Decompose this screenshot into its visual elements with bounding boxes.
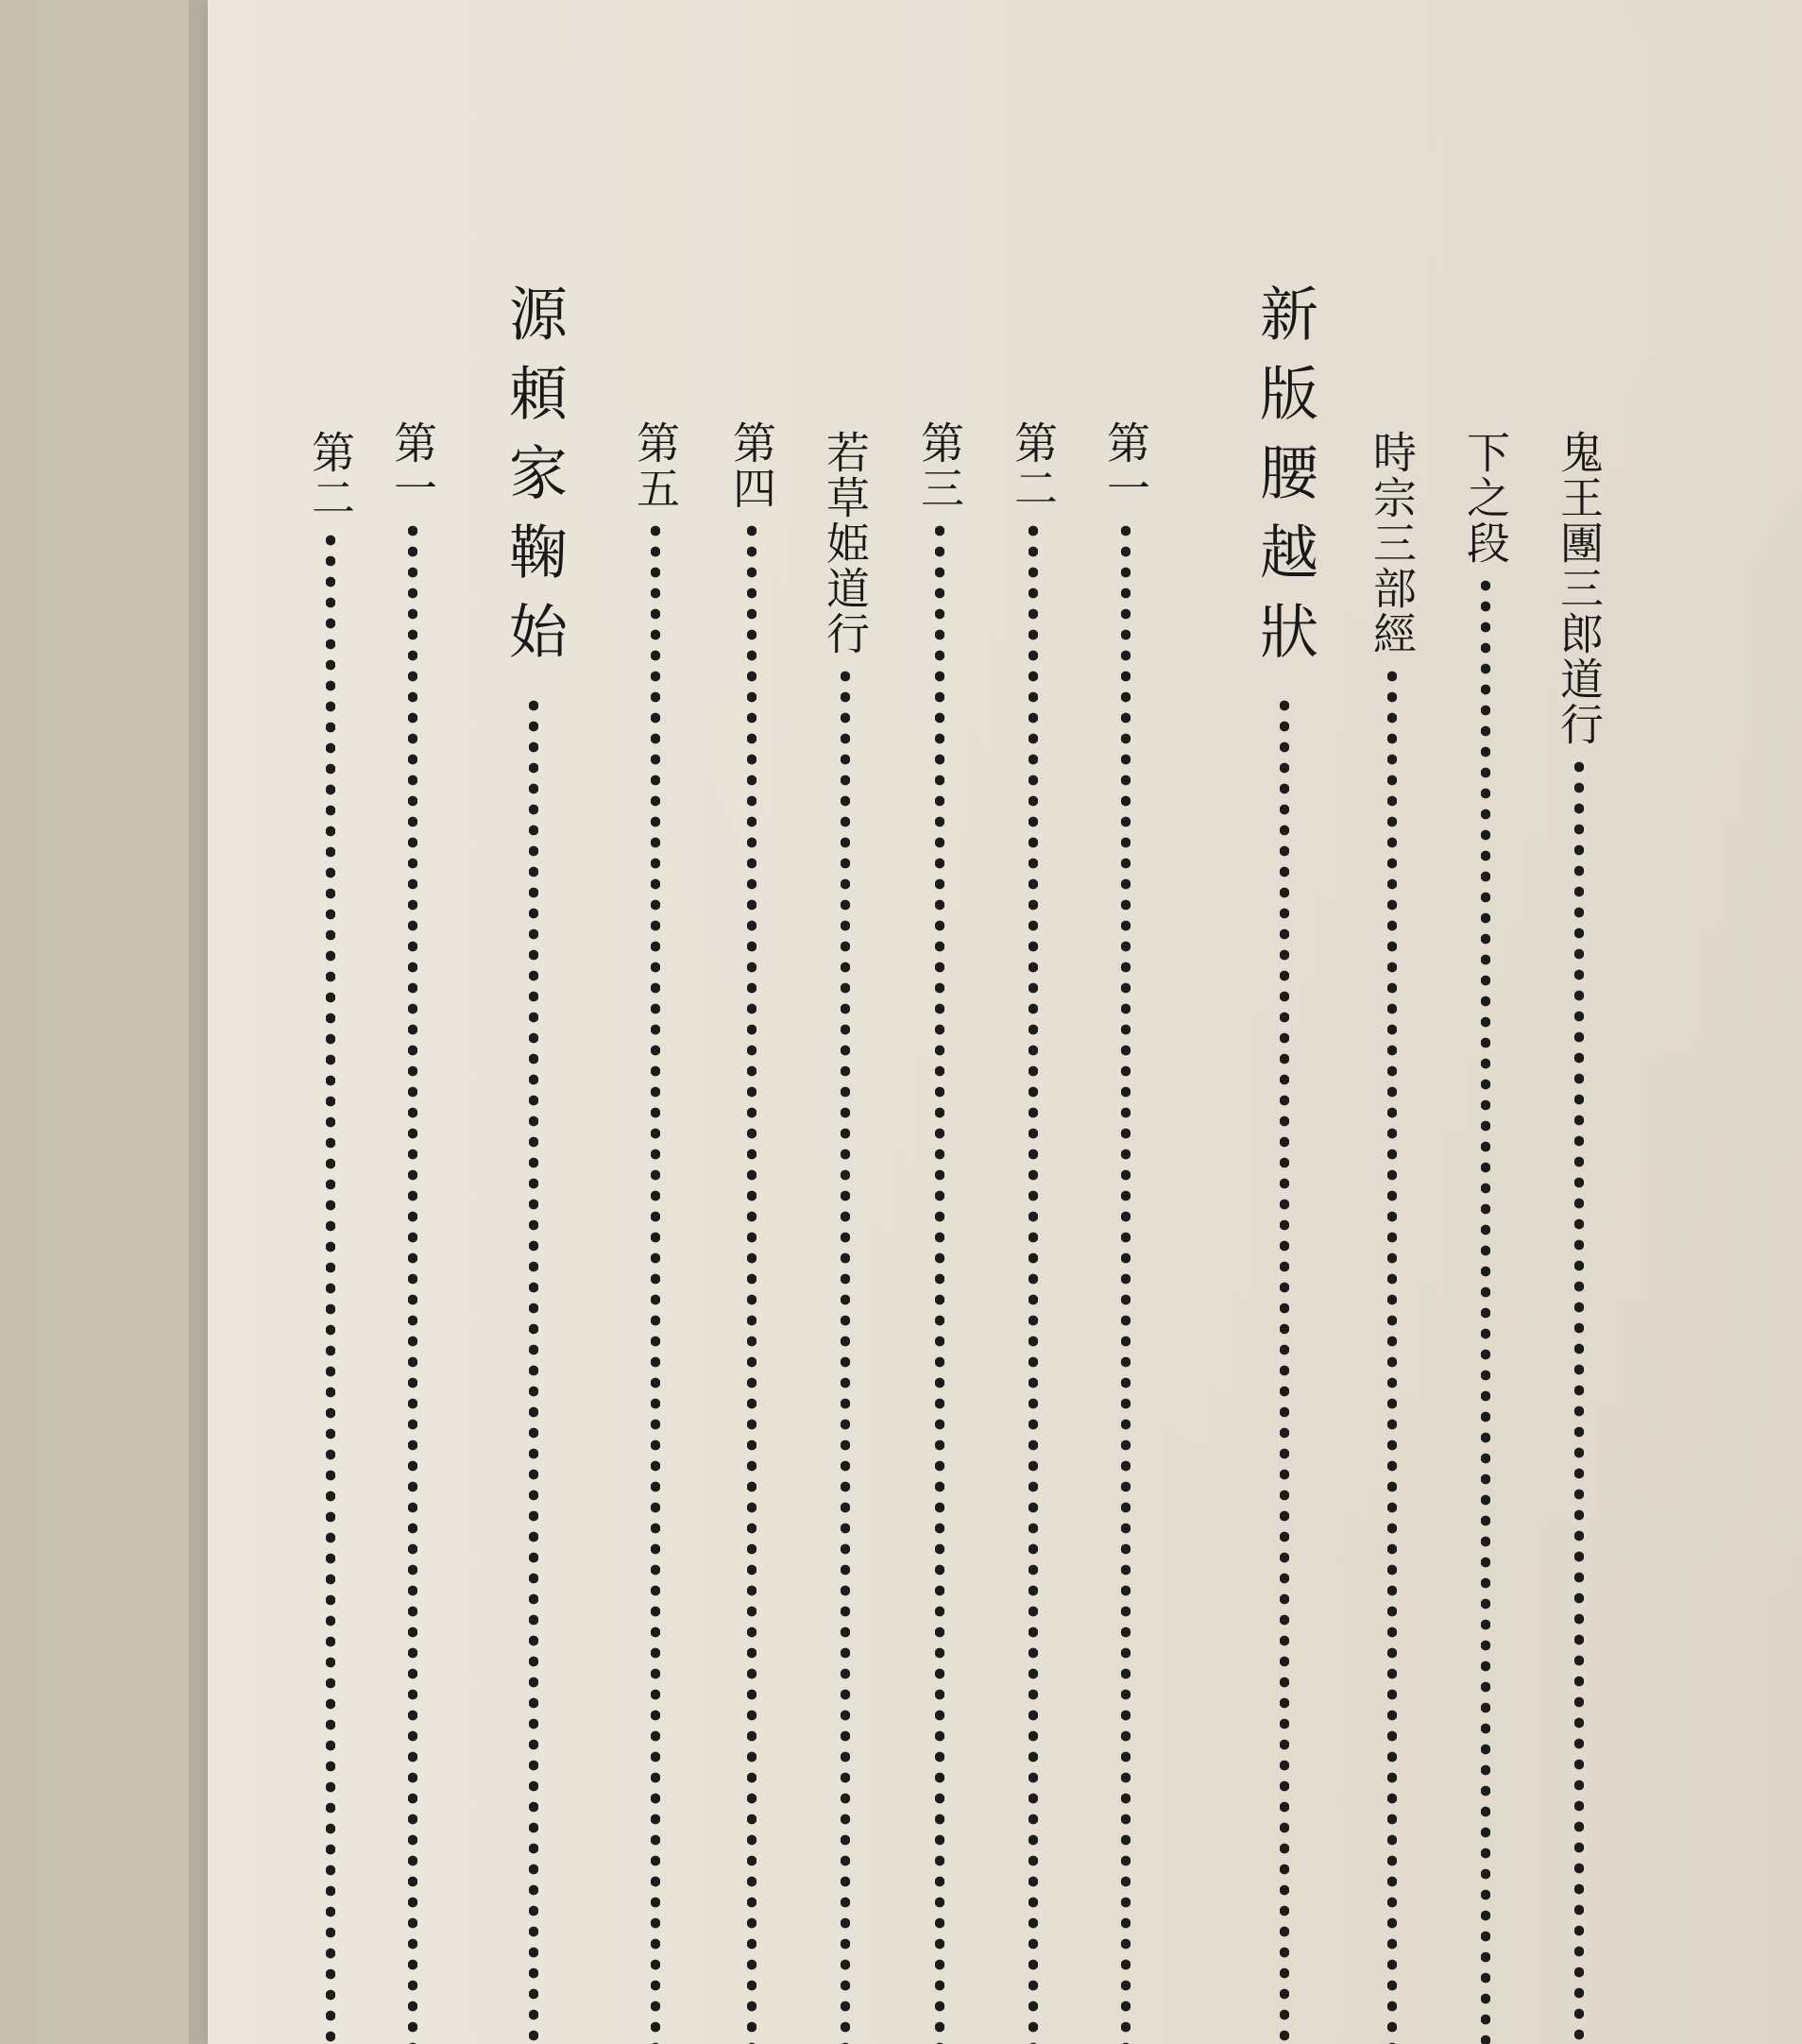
dot-leader (651, 520, 660, 2044)
toc-entry-dai-go (632, 0, 679, 2044)
toc-entry-dai-ni (1010, 0, 1057, 2044)
toc-entry-tokimune (1368, 0, 1416, 2044)
section-title-minamoto-yoriie (501, 0, 567, 2044)
toc-entry-wakakusa (822, 0, 869, 2044)
toc-entry-label: 第一 (1100, 420, 1151, 511)
toc-entry-label: 第二 (1008, 420, 1059, 511)
dot-leader (1387, 666, 1397, 2044)
toc-entry-oni-ou-dosan (1556, 0, 1603, 2044)
dot-leader (841, 666, 850, 2044)
dot-leader (1121, 520, 1130, 2044)
dot-leader (747, 520, 756, 2044)
toc-entry-shimo-no-dan (1462, 0, 1509, 2044)
section-title-label: 源頼家鞠始 (499, 283, 569, 680)
section-title-shinpan-koshigoe (1251, 0, 1318, 2044)
toc-entry-dai-ichi (1102, 0, 1149, 2044)
toc-entry-label: 第一 (387, 420, 438, 511)
toc-page (208, 0, 1802, 2044)
toc-entry-label: 第四 (726, 420, 777, 511)
toc-entry-dai-yon (728, 0, 775, 2044)
toc-entry-dai-san (916, 0, 963, 2044)
toc-entry-dai-ichi-2 (389, 0, 436, 2044)
toc-entry-label: 鬼王團三郎道行 (1554, 430, 1605, 747)
toc-entry-label: 時宗三部經 (1367, 430, 1418, 656)
dot-leader (529, 695, 538, 2044)
toc-entry-label: 第二 (305, 430, 356, 520)
dot-leader (326, 530, 335, 2044)
dot-leader (1574, 757, 1584, 2044)
dot-leader (408, 520, 417, 2044)
toc-entry-label: 下之段 (1460, 430, 1511, 566)
section-title-label: 新版腰越狀 (1250, 283, 1319, 680)
dot-leader (1481, 575, 1490, 2044)
dot-leader (1280, 695, 1289, 2044)
dot-leader (935, 520, 944, 2044)
toc-entry-label: 第三 (914, 420, 965, 511)
toc-entry-label: 第五 (630, 420, 681, 511)
toc-entry-label: 若草姫道行 (820, 430, 871, 656)
toc-entry-dai-ni-2 (307, 0, 354, 2044)
dot-leader (1028, 520, 1038, 2044)
